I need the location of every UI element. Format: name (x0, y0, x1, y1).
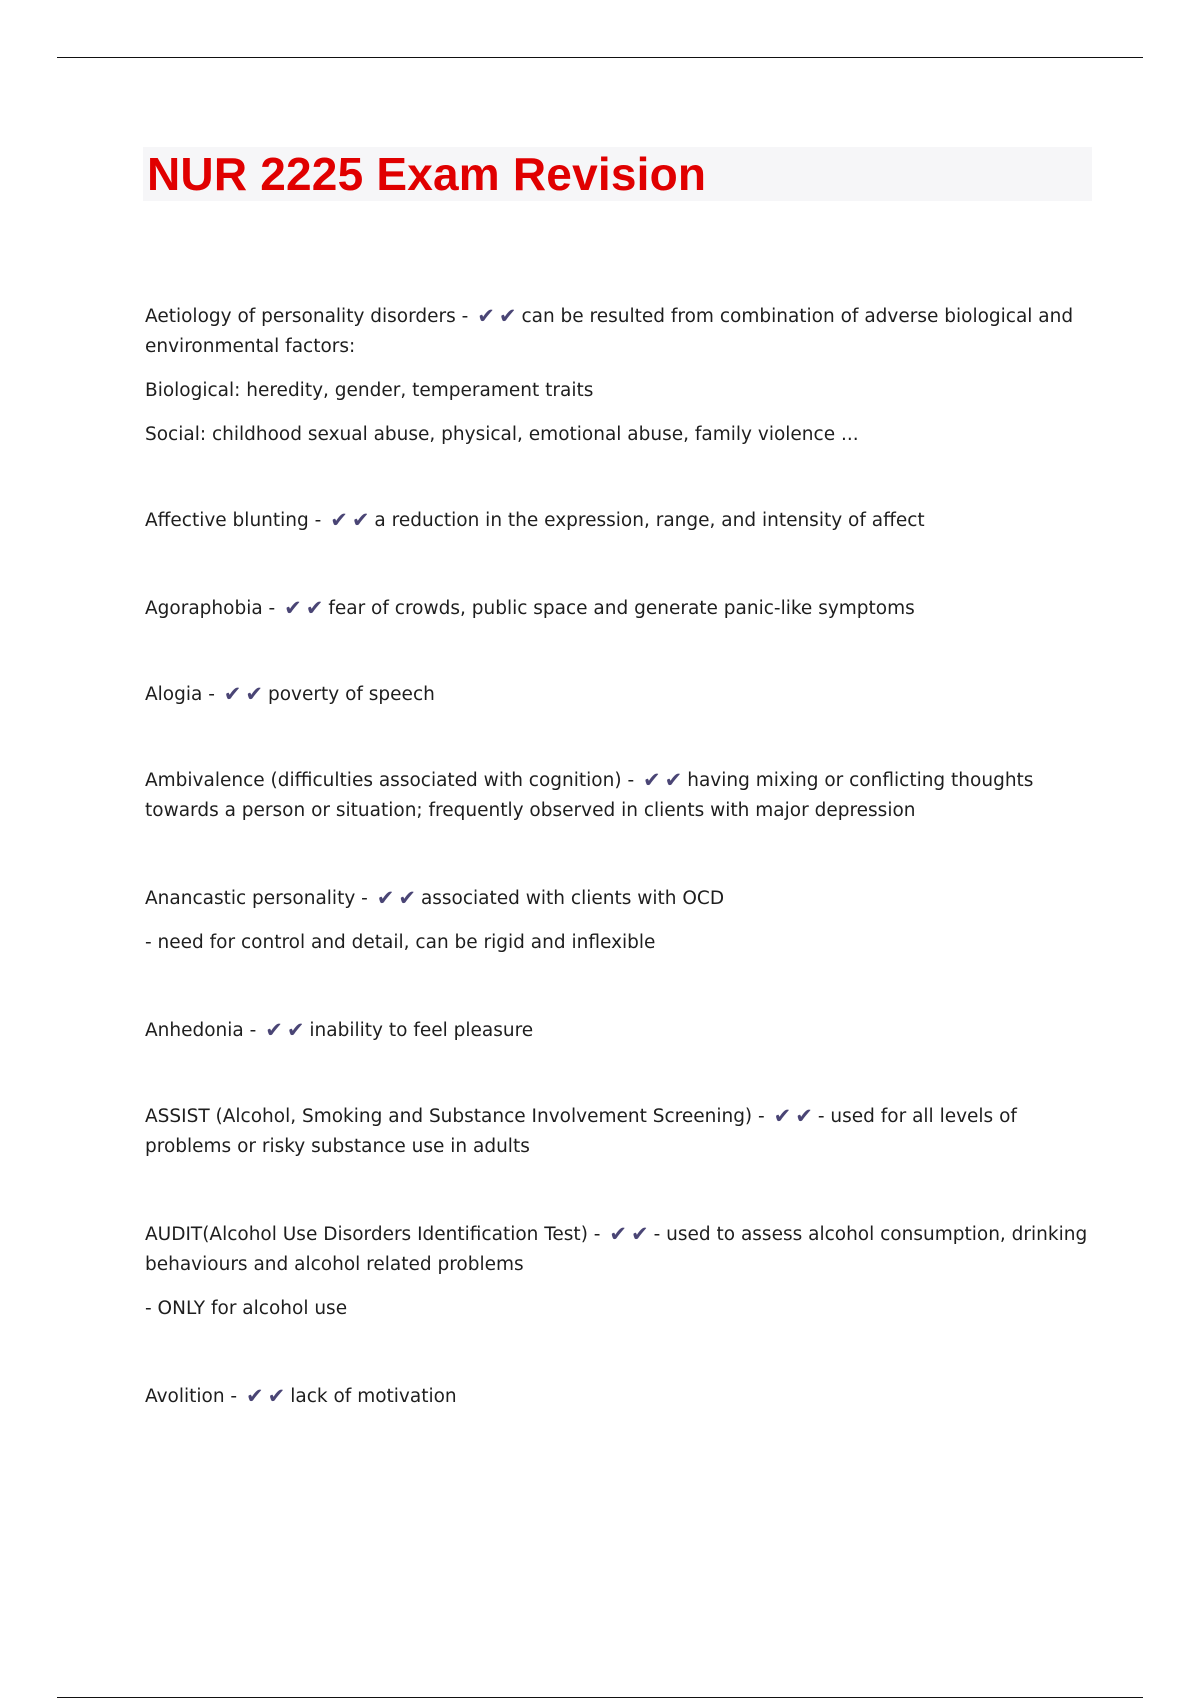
check-marks (772, 1102, 815, 1132)
checkmark-icon: ✔ (330, 508, 348, 532)
checkmark-icon: ✔ (267, 1384, 286, 1408)
document-title: NUR 2225 Exam Revision (147, 148, 707, 200)
checkmark-icon: ✔ (398, 886, 416, 910)
entry-note: Biological: heredity, gender, temperament traits (145, 380, 594, 401)
check-marks (282, 594, 325, 624)
glossary-entry (145, 1382, 1095, 1412)
entry-definition: associated with clients with OCD (420, 888, 725, 909)
entry-line (145, 1102, 1095, 1162)
entry-term: Anancastic personality - (145, 888, 368, 909)
entry-term: Aetiology of personality disorders - (145, 306, 469, 327)
checkmark-icon: ✔ (245, 682, 263, 706)
glossary-entry (145, 766, 1095, 826)
checkmark-icon: ✔ (643, 768, 661, 792)
checkmark-icon: ✔ (664, 768, 683, 792)
top-divider (57, 57, 1143, 58)
checkmark-icon: ✔ (376, 886, 395, 910)
checkmark-icon: ✔ (477, 304, 495, 328)
check-marks (328, 506, 371, 536)
entry-definition: a reduction in the expression, range, and intensity of affect (374, 510, 925, 531)
check-marks (263, 1016, 306, 1046)
checkmark-icon: ✔ (305, 596, 324, 620)
checkmark-icon: ✔ (246, 1384, 264, 1408)
bottom-divider (57, 1697, 1143, 1698)
entry-line (145, 1220, 1095, 1280)
entry-note: - ONLY for alcohol use (145, 1298, 348, 1319)
entry-term: Ambivalence (difficulties associated with cognition) - (145, 770, 635, 791)
entry-definition: having mixing or conflicting thoughts towards a person or situation; frequently observed in clients with major depression (145, 770, 1034, 821)
check-marks (222, 680, 265, 710)
entry-note: - need for control and detail, can be rigid and inflexible (145, 932, 656, 953)
checkmark-icon: ✔ (286, 1018, 305, 1042)
entry-line (145, 302, 1095, 362)
checkmark-icon: ✔ (498, 304, 517, 328)
checkmark-icon: ✔ (630, 1222, 649, 1246)
entry-line (145, 884, 1095, 914)
entry-term: ASSIST (Alcohol, Smoking and Substance Involvement Screening) - (145, 1106, 765, 1127)
entry-line (145, 1016, 1095, 1046)
checkmark-icon: ✔ (609, 1222, 627, 1246)
check-marks (244, 1382, 287, 1412)
checkmark-icon: ✔ (223, 682, 242, 706)
entry-term: AUDIT(Alcohol Use Disorders Identification Test) - (145, 1224, 601, 1245)
entry-definition: can be resulted from combination of adverse biological and environmental factors: (145, 306, 1074, 357)
check-marks (375, 884, 418, 914)
entry-definition: inability to feel pleasure (309, 1020, 534, 1041)
glossary-entry (145, 302, 1095, 450)
checkmark-icon: ✔ (773, 1104, 792, 1128)
entry-line (145, 594, 1095, 624)
glossary-entry (145, 680, 1095, 710)
entry-note: Social: childhood sexual abuse, physical, emotional abuse, family violence ... (145, 424, 859, 445)
entry-line (145, 1382, 1095, 1412)
checkmark-icon: ✔ (265, 1018, 283, 1042)
entry-term: Anhedonia - (145, 1020, 257, 1041)
glossary-entry (145, 1016, 1095, 1046)
checkmark-icon: ✔ (284, 596, 302, 620)
entry-definition: fear of crowds, public space and generate panic-like symptoms (328, 598, 915, 619)
glossary-entry (145, 1220, 1095, 1324)
glossary-list (145, 246, 1095, 1412)
entry-term: Affective blunting - (145, 510, 322, 531)
entry-term: Agoraphobia - (145, 598, 276, 619)
checkmark-icon: ✔ (351, 508, 370, 532)
entry-definition: poverty of speech (268, 684, 435, 705)
glossary-entry (145, 1102, 1095, 1162)
glossary-entry (145, 506, 1095, 536)
check-marks (475, 302, 518, 332)
entry-term: Alogia - (145, 684, 215, 705)
checkmark-icon: ✔ (795, 1104, 813, 1128)
check-marks (607, 1220, 650, 1250)
check-marks (641, 766, 684, 796)
entry-term: Avolition - (145, 1386, 238, 1407)
entry-line (145, 680, 1095, 710)
entry-definition: - used for all levels of problems or risky substance use in adults (145, 1106, 1017, 1157)
entry-line (145, 506, 1095, 536)
glossary-entry (145, 884, 1095, 958)
entry-line (145, 766, 1095, 826)
entry-definition: - used to assess alcohol consumption, drinking behaviours and alcohol related problems (145, 1224, 1088, 1275)
entry-definition: lack of motivation (290, 1386, 457, 1407)
glossary-entry (145, 594, 1095, 624)
